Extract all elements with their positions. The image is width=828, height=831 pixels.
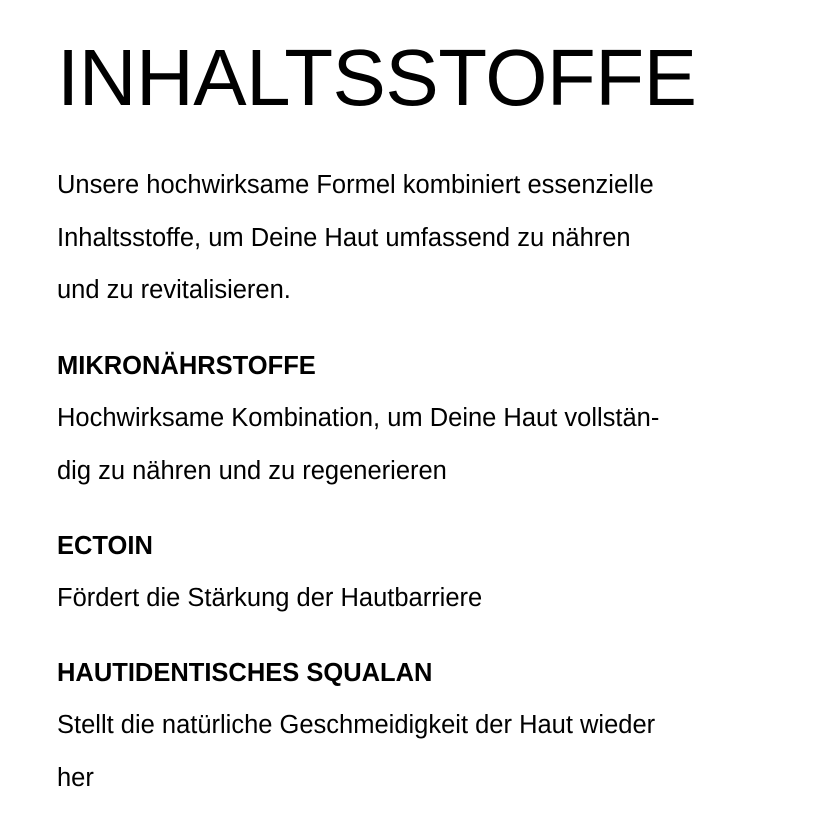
ingredient-section-ectoin [57,520,777,625]
ingredient-description-line: dig zu nähren und zu regenerieren [57,456,447,485]
ingredient-section-mikronaehrstoffe [57,340,777,497]
ingredient-description [57,572,777,625]
intro-paragraph [57,159,777,317]
ingredient-section-squalan [57,647,777,804]
intro-line: Unsere hochwirksame Formel kombiniert essenzielle [57,171,654,199]
ingredient-description [57,392,777,497]
ingredient-description-line: her [57,763,94,792]
ingredient-description-line: Hochwirksame Kombination, um Deine Haut vollstän- [57,404,660,432]
intro-line: Inhaltsstoffe, um Deine Haut umfassend zu nähren [57,223,631,252]
intro-line: und zu revitalisieren. [57,276,291,304]
page-title: INHALTSSTOFFE [57,33,697,122]
ingredient-description [57,699,777,804]
ingredient-heading: HAUTIDENTISCHES SQUALAN [57,659,433,687]
ingredient-heading: ECTOIN [57,532,153,560]
ingredient-description-line: Fördert die Stärkung der Hautbarriere [57,584,483,612]
ingredient-description-line: Stellt die natürliche Geschmeidigkeit der Haut wieder [57,711,656,739]
ingredient-heading: MIKRONÄHRSTOFFE [57,352,316,380]
